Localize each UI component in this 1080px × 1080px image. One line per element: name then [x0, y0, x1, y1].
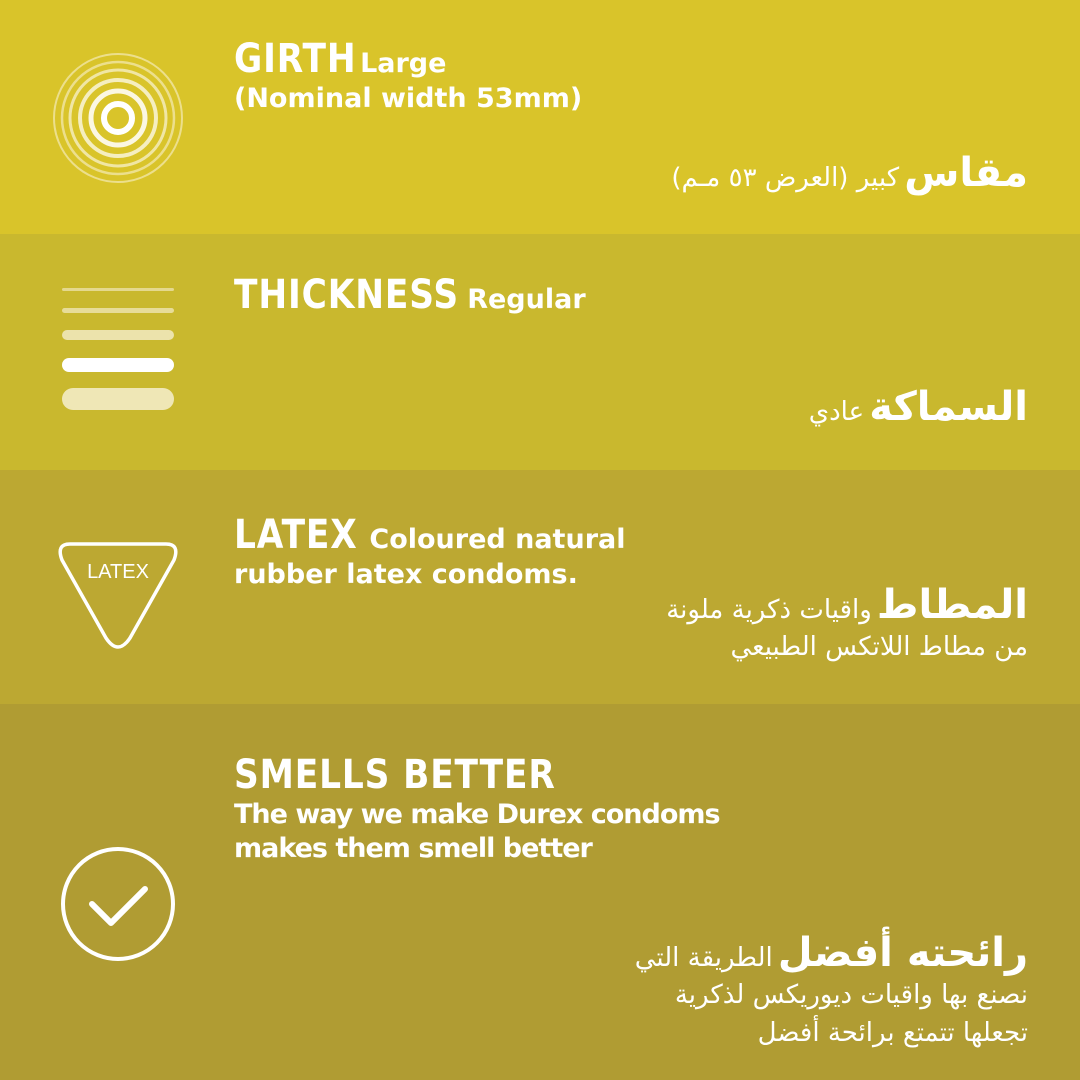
- smells-title: SMELLS BETTER: [234, 752, 556, 798]
- latex-triangle-icon: [48, 530, 188, 670]
- girth-english-text: [234, 36, 582, 116]
- latex-title: LATEX: [234, 512, 358, 558]
- checkmark-circle-icon: [48, 834, 188, 974]
- smells-desc-line2: makes them smell better: [234, 833, 592, 864]
- girth-ar-title: مقاس: [904, 150, 1028, 196]
- thickness-arabic-text: [809, 384, 1028, 430]
- thickness-inline-desc: Regular: [467, 284, 586, 315]
- latex-arabic-text: [666, 582, 1028, 666]
- girth-arabic-text: [671, 150, 1028, 196]
- latex-english-text: [234, 512, 625, 592]
- thickness-title: THICKNESS: [234, 272, 459, 318]
- latex-ar-title: المطاط: [876, 582, 1028, 628]
- girth-desc-line2: (Nominal width 53mm): [234, 83, 583, 114]
- thickness-ar-title: السماكة: [869, 384, 1028, 430]
- girth-section: [0, 0, 1080, 234]
- girth-ar-desc: كبير (العرض ٥٣ مـم): [671, 163, 900, 193]
- latex-desc-line2: rubber latex condoms.: [234, 559, 578, 590]
- latex-ar-desc: واقيات ذكرية ملونة: [666, 595, 872, 625]
- smells-ar-desc: الطريقة التي: [634, 943, 773, 973]
- latex-section: [0, 470, 1080, 704]
- latex-inline-desc: Coloured natural: [369, 524, 626, 555]
- smells-english-text: [234, 752, 720, 866]
- latex-ar-line2: من مطاط اللاتكس الطبيعي: [730, 632, 1028, 662]
- thickness-section: [0, 234, 1080, 470]
- concentric-circles-icon: [48, 48, 188, 188]
- smells-ar-title: رائحته أفضل: [777, 930, 1028, 976]
- smells-ar-line2: نصنع بها واقيات ديوريكس لذكرية: [674, 980, 1028, 1010]
- thickness-ar-desc: عادي: [808, 397, 865, 427]
- latex-icon-label: LATEX: [87, 561, 149, 583]
- smells-better-section: [0, 704, 1080, 1080]
- thickness-lines-icon: [48, 284, 188, 424]
- smells-ar-line3: تجعلها تتمتع برائحة أفضل: [757, 1018, 1028, 1048]
- smells-arabic-text: [635, 930, 1028, 1052]
- smells-desc-line1: The way we make Durex condoms: [234, 799, 720, 830]
- thickness-english-text: [234, 272, 586, 318]
- girth-inline-desc: Large: [360, 48, 447, 79]
- girth-title: GIRTH: [234, 36, 357, 82]
